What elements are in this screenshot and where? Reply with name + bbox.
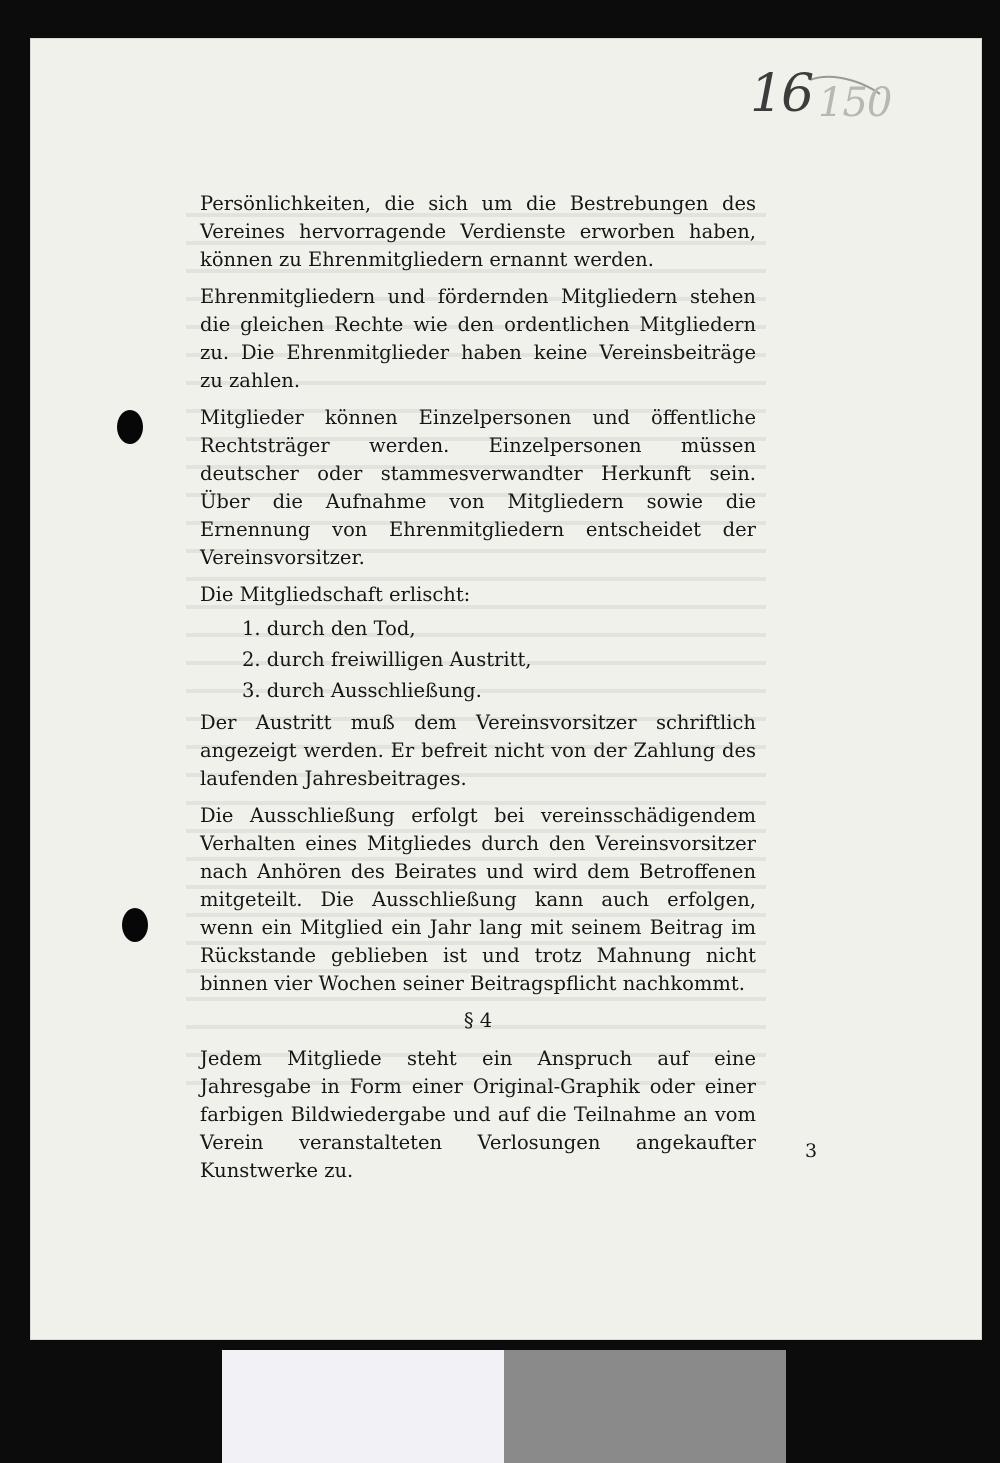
handwritten-folio-number — [740, 62, 890, 142]
paragraph-expulsion: Die Ausschließung erfolgt bei vereinsschädigendem Verhalten eines Mitgliedes durch den Vereinsvorsitzer nach Anhören des Beirates und wird dem Betroffenen mitgeteilt. Die Ausschließung kann auch erfolgen, wenn ein Mitglied ein Jahr lang mit seinem Beitrag im Rückstande geblieben ist und trotz Mahnung nicht binnen vier Wochen seiner Beitragspflicht nachkommt. — [200, 804, 756, 995]
list-item: 2. durch freiwilligen Austritt, — [242, 648, 532, 671]
calibration-card-gray — [504, 1350, 786, 1463]
statute-text — [200, 190, 756, 1194]
paragraph-membership-eligibility: Mitglieder können Einzelpersonen und öffentliche Rechtsträger werden. Einzelpersonen müssen deutscher oder stammesverwandter Herkunft sein. Über die Aufnahme von Mitgliedern sowie die Ernennung von Ehrenmitgliedern entscheidet der Vereinsvorsitzer. — [200, 406, 756, 569]
paragraph-equal-rights: Ehrenmitgliedern und fördernden Mitgliedern stehen die gleichen Rechte wie den ordentlichen Mitgliedern zu. Die Ehrenmitglieder haben keine Vereinsbeiträge zu zahlen. — [200, 285, 756, 392]
paragraph-annual-gift: Jedem Mitgliede steht ein Anspruch auf eine Jahresgabe in Form einer Original-Graphik oder einer farbigen Bildwiedergabe und auf die Teilnahme an vom Verein veranstalteten Verlosungen angekaufter Kunstwerke zu. — [200, 1047, 756, 1182]
punch-hole-top — [117, 410, 143, 444]
folio-number: 16 — [750, 64, 813, 124]
paragraph-resignation: Der Austritt muß dem Vereinsvorsitzer schriftlich angezeigt werden. Er befreit nicht von der Zahlung des laufenden Jahresbeitrages. — [200, 711, 756, 790]
paragraph-membership-termination: Die Mitgliedschaft erlischt: — [200, 583, 471, 606]
crossed-out-folio-number: 150 — [818, 80, 892, 126]
list-item: 1. durch den Tod, — [242, 617, 416, 640]
termination-list — [200, 615, 756, 705]
page-number: 3 — [805, 1140, 818, 1162]
punch-hole-bottom — [122, 908, 148, 942]
paragraph-honorary-members: Persönlichkeiten, die sich um die Bestrebungen des Vereines hervorragende Verdienste erworben haben, können zu Ehrenmitgliedern ernannt werden. — [200, 192, 756, 271]
section-heading: § 4 — [463, 1009, 493, 1032]
calibration-card-white — [222, 1350, 504, 1463]
list-item: 3. durch Ausschließung. — [242, 679, 482, 702]
